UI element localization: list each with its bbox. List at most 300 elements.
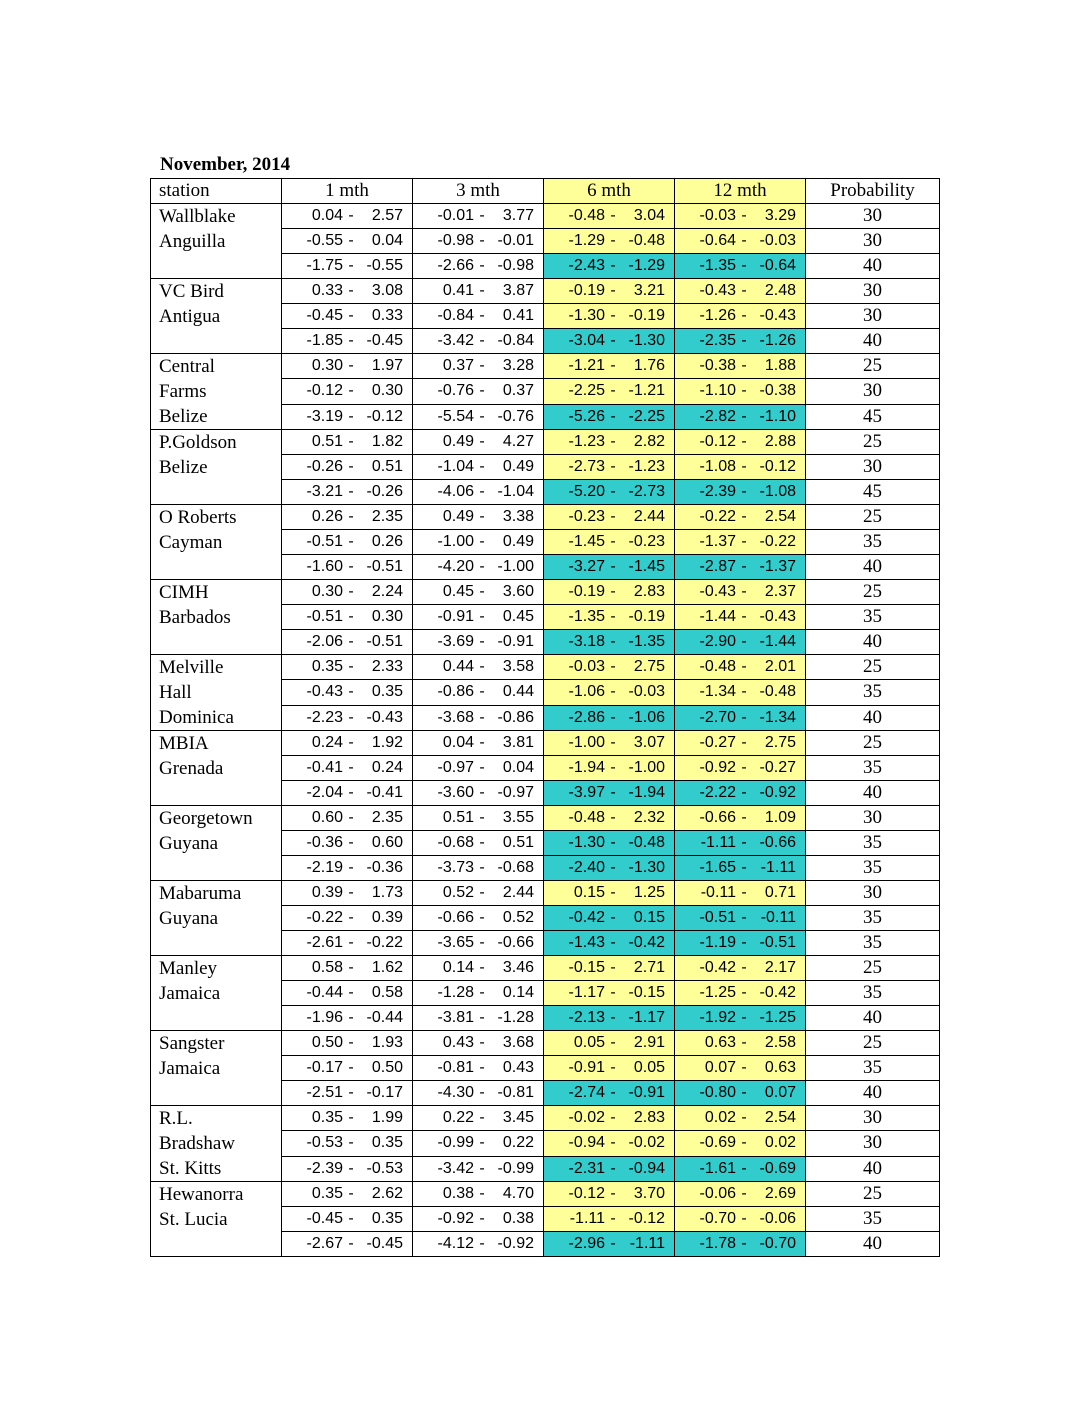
range-cell [413,530,544,555]
range-separator: - [479,809,485,826]
range-high: 3.46 [502,959,534,976]
range-separator: - [610,483,616,500]
range-cell [675,354,806,379]
range-cell [675,1031,806,1056]
range-separator: - [479,508,485,525]
range-low: -0.06 [699,1185,736,1202]
probability-cell: 30 [806,379,940,404]
range-low: 0.14 [442,959,474,976]
range-low: -5.54 [437,407,474,425]
station-name-line: St. Lucia [159,1209,228,1230]
range-separator: - [741,784,747,801]
probability-cell: 30 [806,204,940,229]
range-high: -0.66 [497,934,534,951]
range-cell [675,756,806,781]
range-low: -0.66 [699,809,736,826]
range-separator: - [610,257,616,274]
range-high: 2.01 [764,658,796,676]
range-separator: - [348,1185,354,1202]
probability-cell: 30 [806,304,940,329]
range-low: 0.07 [704,1059,736,1076]
range-separator: - [348,583,354,600]
range-separator: - [479,483,485,500]
probability-cell: 40 [806,630,940,655]
range-cell [675,229,806,254]
range-separator: - [348,1009,354,1026]
range-low: -1.61 [699,1159,736,1177]
range-cell [413,1131,544,1156]
range-high: 3.08 [371,282,403,299]
range-low: -1.04 [437,458,474,475]
range-cell [413,705,544,730]
range-cell [413,906,544,931]
range-high: 1.92 [371,734,403,751]
range-separator: - [610,734,616,751]
range-high: 0.14 [502,984,534,1001]
range-cell [544,605,675,630]
range-cell [544,1031,675,1056]
range-high: 3.07 [633,734,665,751]
range-cell [282,404,413,429]
range-cell [282,906,413,931]
range-cell [282,856,413,881]
range-separator: - [741,257,747,274]
station-name-cell [151,430,282,505]
range-separator: - [741,558,747,575]
range-high: 2.91 [633,1034,665,1051]
station-name-cell [151,1182,282,1257]
range-low: -0.84 [437,307,474,324]
range-cell [544,430,675,455]
range-high: -0.02 [628,1134,665,1152]
range-high: 3.68 [502,1034,534,1051]
range-high: -2.73 [628,483,665,500]
range-low: -3.81 [437,1009,474,1026]
range-separator: - [741,357,747,375]
range-cell [544,956,675,981]
range-high: 1.76 [633,357,665,375]
station-name-line: Manley [159,958,218,979]
range-low: -0.41 [306,759,343,776]
range-low: -0.03 [568,658,605,676]
station-name-line: MBIA [159,733,209,754]
range-low: -1.75 [306,257,343,274]
range-low: -0.91 [568,1059,605,1076]
range-high: -0.94 [628,1159,665,1177]
range-low: -1.11 [700,834,736,851]
station-name-line: Grenada [159,758,224,779]
range-low: -2.82 [699,407,736,425]
range-low: -2.96 [568,1235,605,1252]
table-row [151,354,940,379]
range-high: 2.24 [371,583,403,600]
range-separator: - [610,1009,616,1026]
range-high: 0.63 [764,1059,796,1076]
range-low: -0.48 [699,658,736,676]
range-low: -4.30 [437,1084,474,1101]
range-separator: - [348,307,354,324]
range-low: -0.12 [306,382,343,400]
probability-cell: 40 [806,254,940,279]
range-high: 0.04 [502,759,534,776]
range-cell [544,856,675,881]
range-cell [413,329,544,354]
range-low: -2.61 [306,934,343,951]
range-high: -0.43 [759,608,796,625]
range-high: 3.70 [633,1185,665,1202]
range-cell [544,379,675,404]
range-cell [544,906,675,931]
range-separator: - [610,859,616,876]
station-name-line: Barbados [159,607,231,628]
range-high: 2.37 [764,583,796,600]
range-separator: - [479,708,485,726]
range-cell [675,655,806,680]
range-cell [675,680,806,705]
range-low: -1.28 [437,984,474,1001]
range-low: -3.18 [568,633,605,650]
range-low: -2.39 [306,1159,343,1177]
range-cell [282,731,413,756]
range-cell [413,731,544,756]
range-cell [675,931,806,956]
range-low: -1.60 [306,558,343,575]
range-cell [675,279,806,304]
range-low: -2.04 [306,784,343,801]
range-cell [675,480,806,505]
range-low: -1.25 [699,984,736,1001]
range-high: 0.43 [502,1059,534,1076]
range-separator: - [479,282,485,299]
range-high: -1.26 [759,332,796,349]
range-low: -0.22 [699,508,736,525]
range-cell [544,881,675,906]
probability-cell: 45 [806,404,940,429]
range-cell [675,580,806,605]
range-separator: - [610,382,616,400]
range-high: -1.45 [628,558,665,575]
range-separator: - [348,207,354,224]
range-high: -0.19 [628,307,665,324]
probability-cell: 25 [806,1182,940,1207]
range-low: 0.39 [311,884,343,901]
range-low: 0.37 [442,357,474,375]
range-high: -0.03 [628,683,665,701]
range-cell [413,1081,544,1106]
range-high: 2.44 [633,508,665,525]
probability-cell: 30 [806,881,940,906]
range-high: 2.88 [764,433,796,450]
range-separator: - [479,382,485,400]
range-low: -0.22 [306,909,343,926]
range-cell [544,1232,675,1257]
range-separator: - [348,232,354,249]
range-cell [413,1056,544,1081]
range-low: -1.43 [568,934,605,951]
range-separator: - [348,633,354,650]
range-separator: - [479,984,485,1001]
range-separator: - [479,1159,485,1177]
range-separator: - [741,859,747,876]
range-high: 4.27 [502,433,534,450]
range-cell [413,856,544,881]
probability-cell: 25 [806,580,940,605]
range-high: 1.88 [764,357,796,375]
range-low: -3.73 [437,859,474,876]
range-separator: - [741,1034,747,1051]
range-separator: - [741,1210,747,1227]
range-cell [282,379,413,404]
range-cell [675,1131,806,1156]
range-low: -0.12 [568,1185,605,1202]
range-high: 0.50 [371,1059,403,1076]
range-high: -0.48 [628,232,665,249]
range-separator: - [479,834,485,851]
range-high: -0.44 [366,1009,403,1026]
range-low: -2.86 [568,708,605,726]
range-separator: - [348,884,354,901]
range-low: 0.05 [573,1034,605,1051]
range-separator: - [479,909,485,926]
range-separator: - [479,332,485,349]
range-separator: - [741,533,747,550]
header-3mth: 3 mth [413,179,544,204]
range-separator: - [741,884,747,901]
range-low: 0.58 [311,959,343,976]
station-name-cell [151,731,282,806]
range-cell [544,204,675,229]
range-separator: - [348,1034,354,1051]
range-cell [282,555,413,580]
range-separator: - [479,207,485,224]
range-cell [413,555,544,580]
probability-cell: 30 [806,229,940,254]
range-separator: - [610,934,616,951]
range-cell [413,379,544,404]
range-low: -0.86 [437,683,474,701]
range-separator: - [479,759,485,776]
range-low: -0.48 [568,809,605,826]
range-separator: - [610,1059,616,1076]
range-high: 3.29 [764,207,796,224]
range-high: 2.32 [633,809,665,826]
range-low: -1.35 [699,257,736,274]
probability-cell: 40 [806,705,940,730]
range-high: -0.84 [497,332,534,349]
range-separator: - [741,934,747,951]
range-separator: - [479,307,485,324]
range-cell [413,1182,544,1207]
range-separator: - [348,984,354,1001]
range-high: -0.51 [366,633,403,650]
range-cell [282,1031,413,1056]
range-low: -1.00 [568,734,605,751]
range-separator: - [741,458,747,475]
range-low: -1.11 [569,1210,605,1227]
range-cell [413,1232,544,1257]
range-cell [282,505,413,530]
range-cell [413,580,544,605]
range-separator: - [348,759,354,776]
range-high: 3.60 [502,583,534,600]
range-cell [544,981,675,1006]
range-low: -1.96 [306,1009,343,1026]
range-low: -0.19 [568,282,605,299]
range-low: 0.38 [442,1185,474,1202]
range-high: -1.17 [628,1009,665,1026]
range-separator: - [741,1084,747,1101]
range-low: -2.19 [306,859,343,876]
range-low: -1.30 [568,307,605,324]
range-low: -3.19 [306,407,343,425]
station-name-cell [151,505,282,580]
range-separator: - [348,533,354,550]
range-separator: - [348,407,354,425]
range-low: 0.50 [311,1034,343,1051]
range-high: -0.45 [366,332,403,349]
range-cell [282,981,413,1006]
range-low: -0.45 [306,1210,343,1227]
range-high: 2.82 [633,433,665,450]
range-cell [544,781,675,806]
range-low: -0.92 [699,759,736,776]
range-separator: - [610,282,616,299]
range-separator: - [479,232,485,249]
range-cell [675,505,806,530]
station-name-line: Belize [159,457,208,478]
range-cell [282,680,413,705]
range-low: -3.97 [568,784,605,801]
range-low: -2.31 [568,1159,605,1177]
range-cell [544,455,675,480]
probability-cell: 30 [806,455,940,480]
range-low: -5.26 [568,407,605,425]
station-name-line: Belize [159,406,208,427]
range-high: 1.93 [371,1034,403,1051]
range-separator: - [348,558,354,575]
probability-cell: 35 [806,605,940,630]
range-separator: - [610,633,616,650]
range-separator: - [479,533,485,550]
range-high: 3.87 [502,282,534,299]
range-high: 3.21 [633,282,665,299]
station-name-line: Anguilla [159,231,226,252]
range-cell [544,354,675,379]
range-cell [413,806,544,831]
range-high: -1.10 [759,407,796,425]
range-high: -0.48 [759,683,796,701]
station-name-cell [151,1106,282,1182]
range-cell [282,831,413,856]
range-low: -0.17 [306,1059,343,1076]
range-cell [544,505,675,530]
range-cell [675,1006,806,1031]
range-separator: - [741,658,747,676]
table-row [151,1182,940,1207]
range-cell [544,756,675,781]
range-separator: - [610,1134,616,1152]
range-high: -1.00 [628,759,665,776]
range-high: -1.34 [759,708,796,726]
range-separator: - [348,433,354,450]
range-high: 0.05 [633,1059,665,1076]
range-high: -0.92 [497,1235,534,1252]
range-high: -0.68 [497,859,534,876]
range-high: 0.38 [502,1210,534,1227]
station-name-cell [151,204,282,279]
range-cell [544,530,675,555]
range-low: 0.44 [442,658,474,676]
range-cell [675,304,806,329]
range-low: -2.25 [568,382,605,400]
range-high: -0.86 [497,708,534,726]
probability-cell: 40 [806,329,940,354]
station-name-cell [151,806,282,881]
range-high: -0.76 [497,407,534,425]
range-high: -0.41 [366,784,403,801]
range-cell [675,956,806,981]
range-high: -0.06 [759,1210,796,1227]
range-separator: - [479,1084,485,1101]
range-high: 2.58 [764,1034,796,1051]
range-cell [282,354,413,379]
probability-cell: 35 [806,906,940,931]
range-high: -1.37 [759,558,796,575]
range-low: -1.34 [699,683,736,701]
range-cell [544,480,675,505]
range-low: -1.21 [568,357,605,375]
range-separator: - [348,282,354,299]
range-separator: - [348,859,354,876]
range-high: 2.48 [764,282,796,299]
range-low: -0.53 [306,1134,343,1152]
range-cell [282,430,413,455]
range-separator: - [610,809,616,826]
range-cell [544,680,675,705]
range-cell [413,229,544,254]
station-name-line: CIMH [159,582,209,603]
range-cell [544,279,675,304]
range-separator: - [741,759,747,776]
range-low: -3.65 [437,934,474,951]
range-low: -2.51 [306,1084,343,1101]
range-separator: - [479,1034,485,1051]
range-separator: - [741,207,747,224]
range-high: -1.04 [497,483,534,500]
range-cell [413,781,544,806]
range-low: -0.27 [699,734,736,751]
range-separator: - [741,909,747,926]
range-cell [413,1006,544,1031]
header-6mth: 6 mth [544,179,675,204]
station-name-line: Jamaica [159,983,221,1004]
range-cell [675,1182,806,1207]
range-separator: - [610,708,616,726]
range-separator: - [479,1210,485,1227]
range-low: -1.23 [568,433,605,450]
range-cell [544,1006,675,1031]
range-cell [675,1056,806,1081]
range-high: 1.99 [371,1109,403,1127]
range-high: 0.02 [764,1134,796,1152]
range-high: -0.92 [759,784,796,801]
range-low: 0.35 [311,1185,343,1202]
probability-cell: 35 [806,1207,940,1232]
station-name-line: Georgetown [159,808,253,829]
range-low: -2.13 [568,1009,605,1026]
range-high: 4.70 [502,1185,534,1202]
range-cell [413,630,544,655]
